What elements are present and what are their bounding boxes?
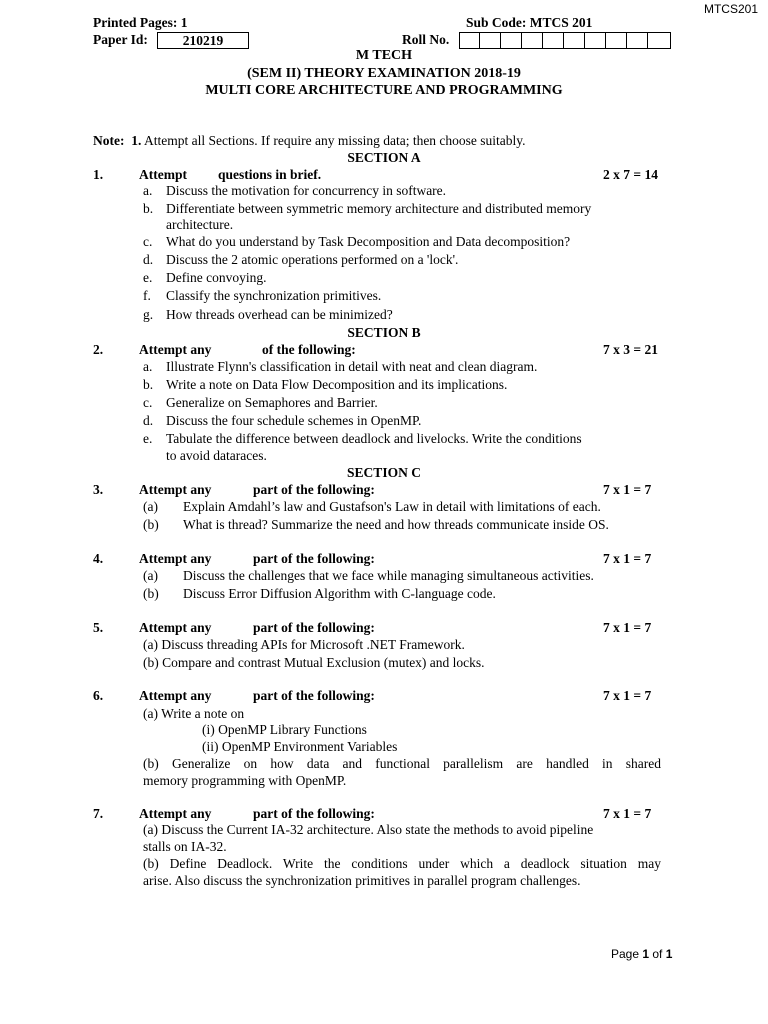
q5-part-b: (b) Compare and contrast Mutual Exclusion (mutex) and locks. <box>143 655 485 670</box>
q2-item-text-cont: to avoid dataraces. <box>166 448 267 463</box>
q1-item-label: g. <box>143 307 154 322</box>
q7-number: 7. <box>93 806 104 821</box>
q1-item-text: Define convoying. <box>166 270 267 285</box>
title-exam: (SEM II) THEORY EXAMINATION 2018-19 <box>247 66 521 81</box>
roll-no-boxes <box>459 32 671 49</box>
note-label: Note: <box>93 133 125 148</box>
q3-item-label: (a) <box>143 499 158 514</box>
q1-instruction: Attempt <box>139 167 187 182</box>
page-of: of <box>649 947 666 961</box>
page-total: 1 <box>665 947 673 961</box>
q4-item-label: (a) <box>143 568 158 583</box>
printed-pages: Printed Pages: 1 <box>93 15 188 30</box>
q4-item-label: (b) <box>143 586 159 601</box>
q2-item-text: Illustrate Flynn's classification in detail with neat and clean diagram. <box>166 359 538 374</box>
q1-marks: 2 x 7 = 14 <box>603 167 658 182</box>
q3-item-label: (b) <box>143 517 159 532</box>
roll-no-label: Roll No. <box>402 32 450 47</box>
q2-item-text: Generalize on Semaphores and Barrier. <box>166 395 378 410</box>
q7-part-a-cont: stalls on IA-32. <box>143 839 227 854</box>
paper-id-value: 210219 <box>182 33 224 48</box>
page-prefix: Page <box>611 947 643 961</box>
paper-id-box <box>157 32 249 49</box>
q6-instruction: Attempt any <box>139 688 212 703</box>
q2-instruction-tail: of the following: <box>262 342 356 357</box>
q2-item-label: a. <box>143 359 153 374</box>
q1-item-text: What do you understand by Task Decomposition and Data decomposition? <box>166 234 571 249</box>
q6-part-a: (a) Write a note on <box>143 706 245 721</box>
q3-marks: 7 x 1 = 7 <box>603 482 652 497</box>
q1-item-text-cont: architecture. <box>166 217 234 232</box>
q1-item-text: Differentiate between symmetric memory architecture and distributed memory <box>166 201 592 216</box>
q7-part-a: (a) Discuss the Current IA-32 architecture. Also state the methods to avoid pipeline <box>143 822 594 837</box>
q3-instruction-tail: part of the following: <box>253 482 375 497</box>
q3-instruction: Attempt any <box>139 482 212 497</box>
paper-id-label: Paper Id: <box>93 32 148 47</box>
roll-no-divider <box>626 33 627 48</box>
roll-no-divider <box>605 33 606 48</box>
q2-item-label: d. <box>143 413 154 428</box>
roll-no-divider <box>647 33 648 48</box>
q6-part-b: (b) Generalize on how data and functional parallelism are handled in shared <box>143 756 661 771</box>
q4-item-text: Discuss Error Diffusion Algorithm with C-language code. <box>183 586 496 601</box>
q6-marks: 7 x 1 = 7 <box>603 688 652 703</box>
q4-number: 4. <box>93 551 104 566</box>
note-number: 1. <box>131 133 142 148</box>
section-b-heading: SECTION B <box>347 325 421 340</box>
q5-instruction-tail: part of the following: <box>253 620 375 635</box>
q6-number: 6. <box>93 688 104 703</box>
roll-no-divider <box>479 33 480 48</box>
q2-item-label: e. <box>143 431 153 446</box>
q4-instruction-tail: part of the following: <box>253 551 375 566</box>
q1-item-label: f. <box>143 288 151 303</box>
title-degree: M TECH <box>355 48 413 63</box>
q1-item-label: d. <box>143 252 154 267</box>
section-a-heading: SECTION A <box>347 150 421 165</box>
title-subject: MULTI CORE ARCHITECTURE AND PROGRAMMING <box>205 83 563 98</box>
q4-marks: 7 x 1 = 7 <box>603 551 652 566</box>
document-code: MTCS201 <box>703 2 758 16</box>
q1-item-label: c. <box>143 234 153 249</box>
q1-instruction-tail: questions in brief. <box>218 167 322 182</box>
note-line <box>93 133 526 149</box>
q4-instruction: Attempt any <box>139 551 212 566</box>
q1-number: 1. <box>93 167 104 182</box>
q2-marks: 7 x 3 = 21 <box>603 342 658 357</box>
q4-item-text: Discuss the challenges that we face while managing simultaneous activities. <box>183 568 594 583</box>
q7-marks: 7 x 1 = 7 <box>603 806 652 821</box>
q1-item-text: How threads overhead can be minimized? <box>166 307 393 322</box>
q7-part-b-cont: arise. Also discuss the synchronization primitives in parallel program challenges. <box>143 873 581 888</box>
q2-item-text: Write a note on Data Flow Decomposition and its implications. <box>166 377 508 392</box>
page-indicator <box>611 947 672 961</box>
q6-sub-i: (i) OpenMP Library Functions <box>202 722 367 737</box>
roll-no-divider <box>521 33 522 48</box>
q1-item-text: Classify the synchronization primitives. <box>166 288 382 303</box>
section-c-heading: SECTION C <box>347 465 421 480</box>
sub-code: Sub Code: MTCS 201 <box>466 15 593 30</box>
q3-item-text: What is thread? Summarize the need and how threads communicate inside OS. <box>183 517 609 532</box>
q7-instruction: Attempt any <box>139 806 212 821</box>
q1-item-label: b. <box>143 201 154 216</box>
q5-part-a: (a) Discuss threading APIs for Microsoft .NET Framework. <box>143 637 465 652</box>
q5-marks: 7 x 1 = 7 <box>603 620 652 635</box>
q3-number: 3. <box>93 482 104 497</box>
q1-item-label: a. <box>143 183 153 198</box>
q3-item-text: Explain Amdahl’s law and Gustafson's Law in detail with limitations of each. <box>183 499 601 514</box>
q2-item-text: Tabulate the difference between deadlock and livelocks. Write the conditions <box>166 431 582 446</box>
q7-instruction-tail: part of the following: <box>253 806 375 821</box>
q2-instruction: Attempt any <box>139 342 212 357</box>
q5-number: 5. <box>93 620 104 635</box>
q2-item-text: Discuss the four schedule schemes in OpenMP. <box>166 413 422 428</box>
q1-item-text: Discuss the motivation for concurrency in software. <box>166 183 447 198</box>
note-text: Attempt all Sections. If require any missing data; then choose suitably. <box>144 133 526 148</box>
q1-item-label: e. <box>143 270 153 285</box>
q6-sub-ii: (ii) OpenMP Environment Variables <box>202 739 398 754</box>
q6-instruction-tail: part of the following: <box>253 688 375 703</box>
q2-number: 2. <box>93 342 104 357</box>
q2-item-label: c. <box>143 395 153 410</box>
q1-item-text: Discuss the 2 atomic operations performed on a 'lock'. <box>166 252 459 267</box>
q6-part-b-cont: memory programming with OpenMP. <box>143 773 347 788</box>
q5-instruction: Attempt any <box>139 620 212 635</box>
roll-no-divider <box>563 33 564 48</box>
page-number: 1 <box>642 947 650 961</box>
roll-no-divider <box>542 33 543 48</box>
roll-no-divider <box>584 33 585 48</box>
q2-item-label: b. <box>143 377 154 392</box>
roll-no-divider <box>500 33 501 48</box>
q7-part-b: (b) Define Deadlock. Write the conditions under which a deadlock situation may <box>143 856 661 871</box>
